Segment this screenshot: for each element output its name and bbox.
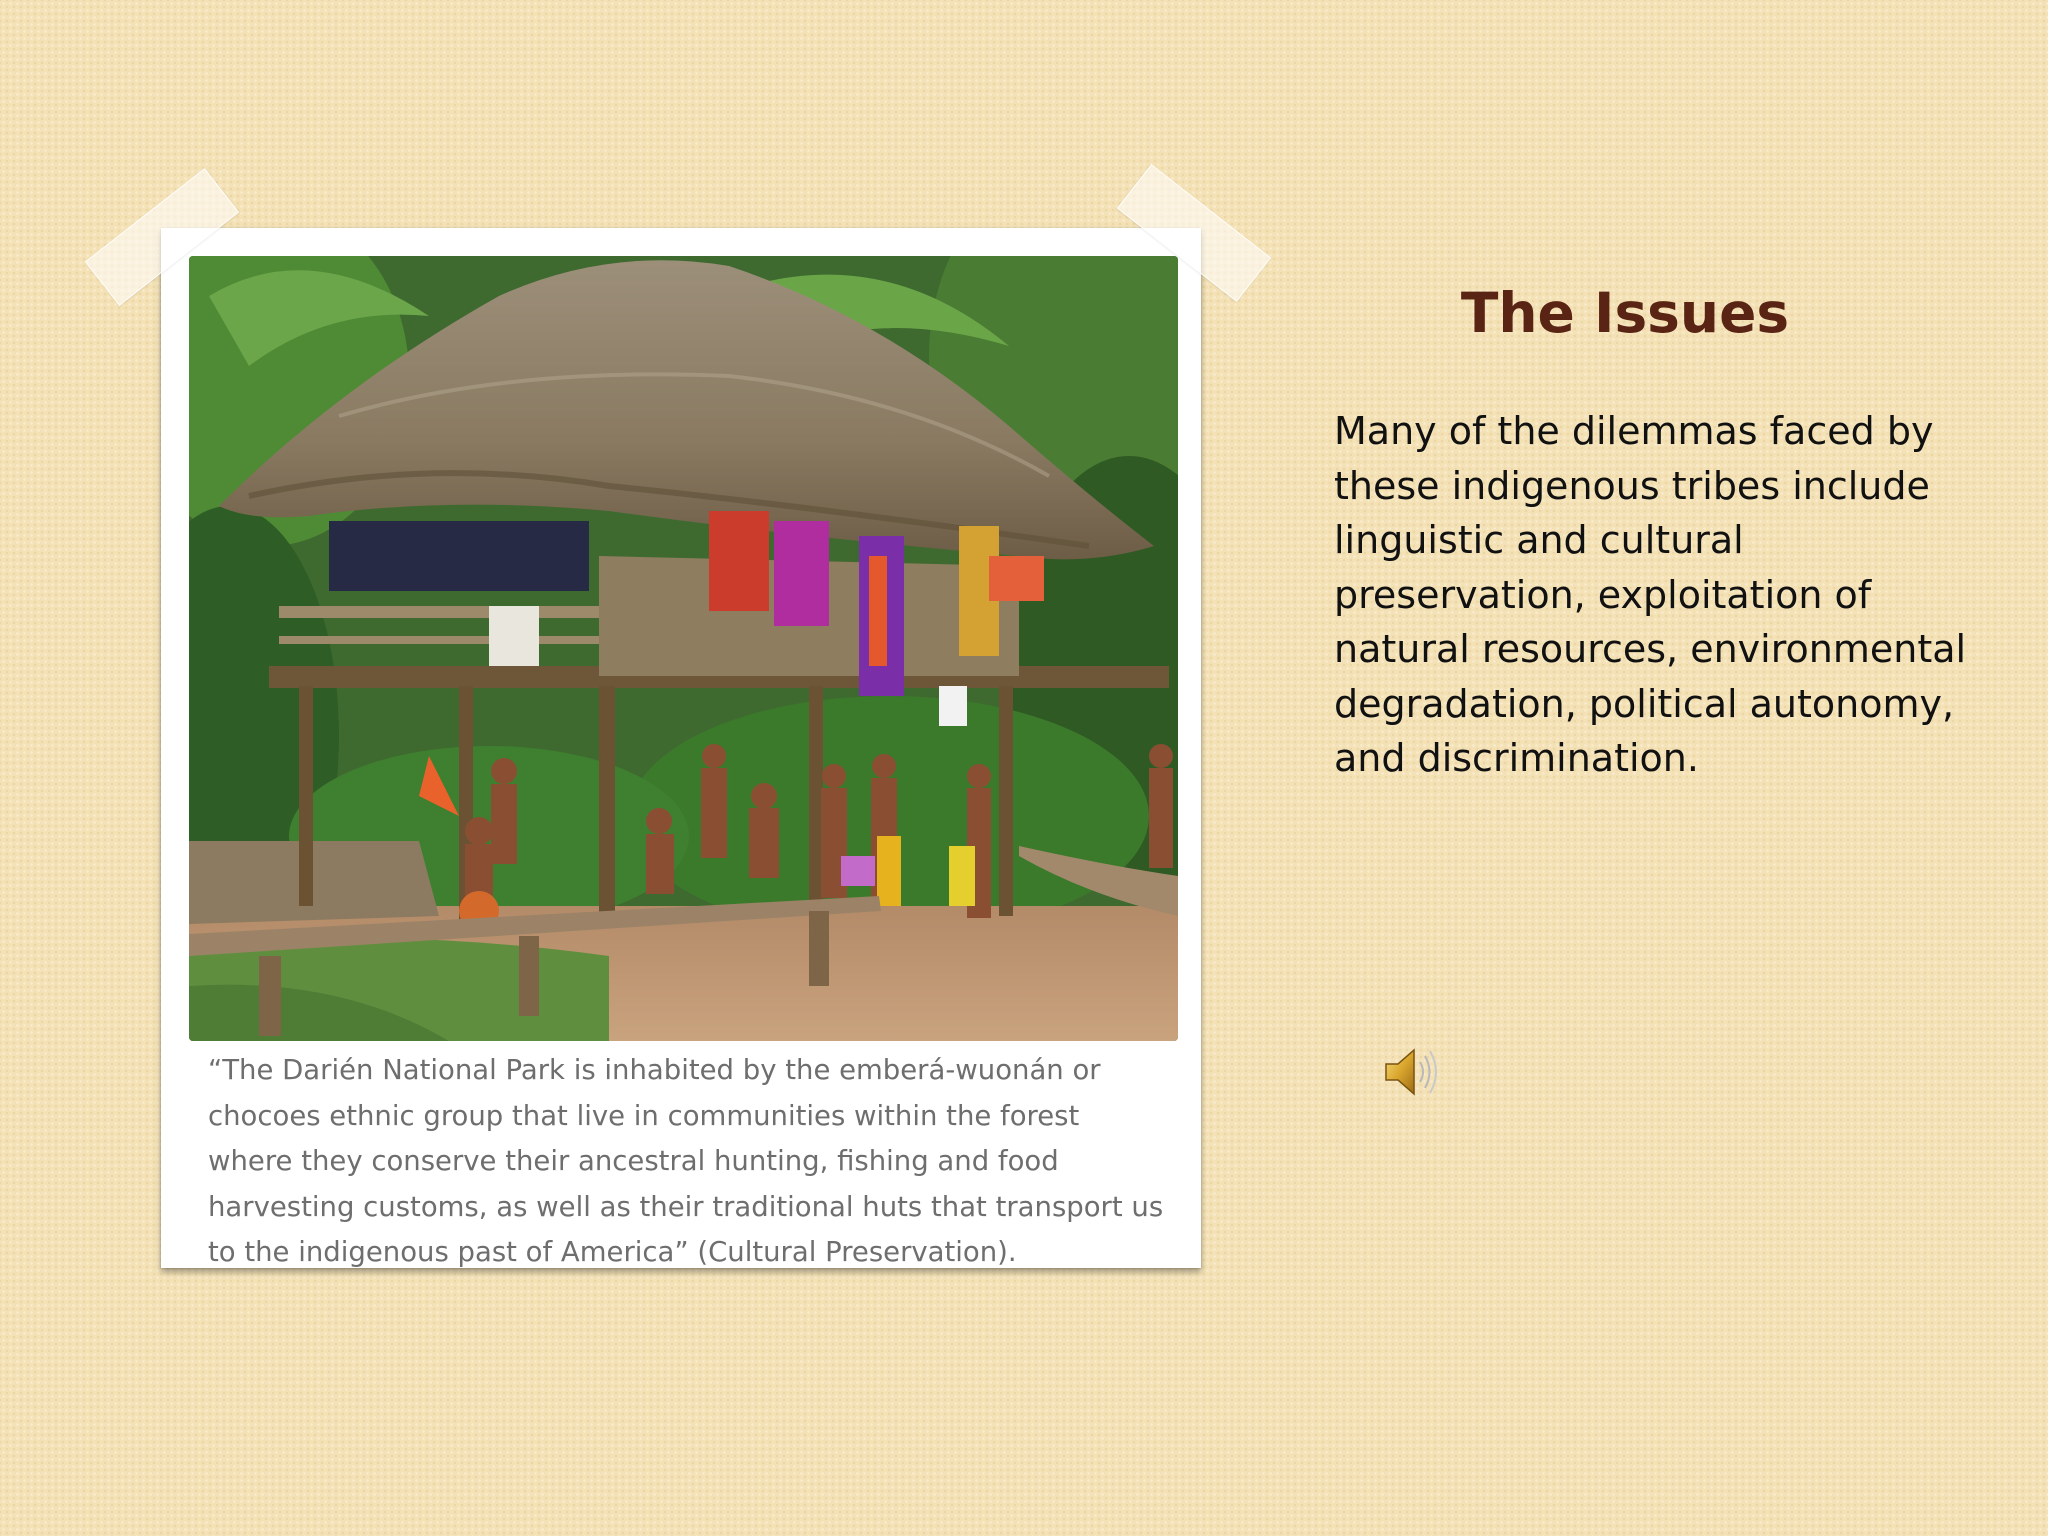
slide-title: The Issues	[1460, 281, 1790, 345]
village-hut-photo	[189, 256, 1178, 1041]
hut-illustration	[189, 256, 1178, 1041]
slide-body-text: Many of the dilemmas faced by these indigenous tribes include linguistic and cultural preservation, exploitation of natural resources, environmental degradation, political autonomy, and discrimination.	[1334, 409, 1967, 780]
speaker-icon[interactable]	[1382, 1042, 1442, 1102]
photo-caption: “The Darién National Park is inhabited by the emberá-wuonán or chocoes ethnic group that live in communities within the forest where they conserve their ancestral hunting, fishing and food harvesting customs, as well as their traditional huts that transport us to the indigenous past of America” (Cultural Preservation).	[208, 1054, 1164, 1268]
speaker-icon-graphic	[1382, 1042, 1442, 1102]
photo-card	[161, 228, 1201, 1268]
